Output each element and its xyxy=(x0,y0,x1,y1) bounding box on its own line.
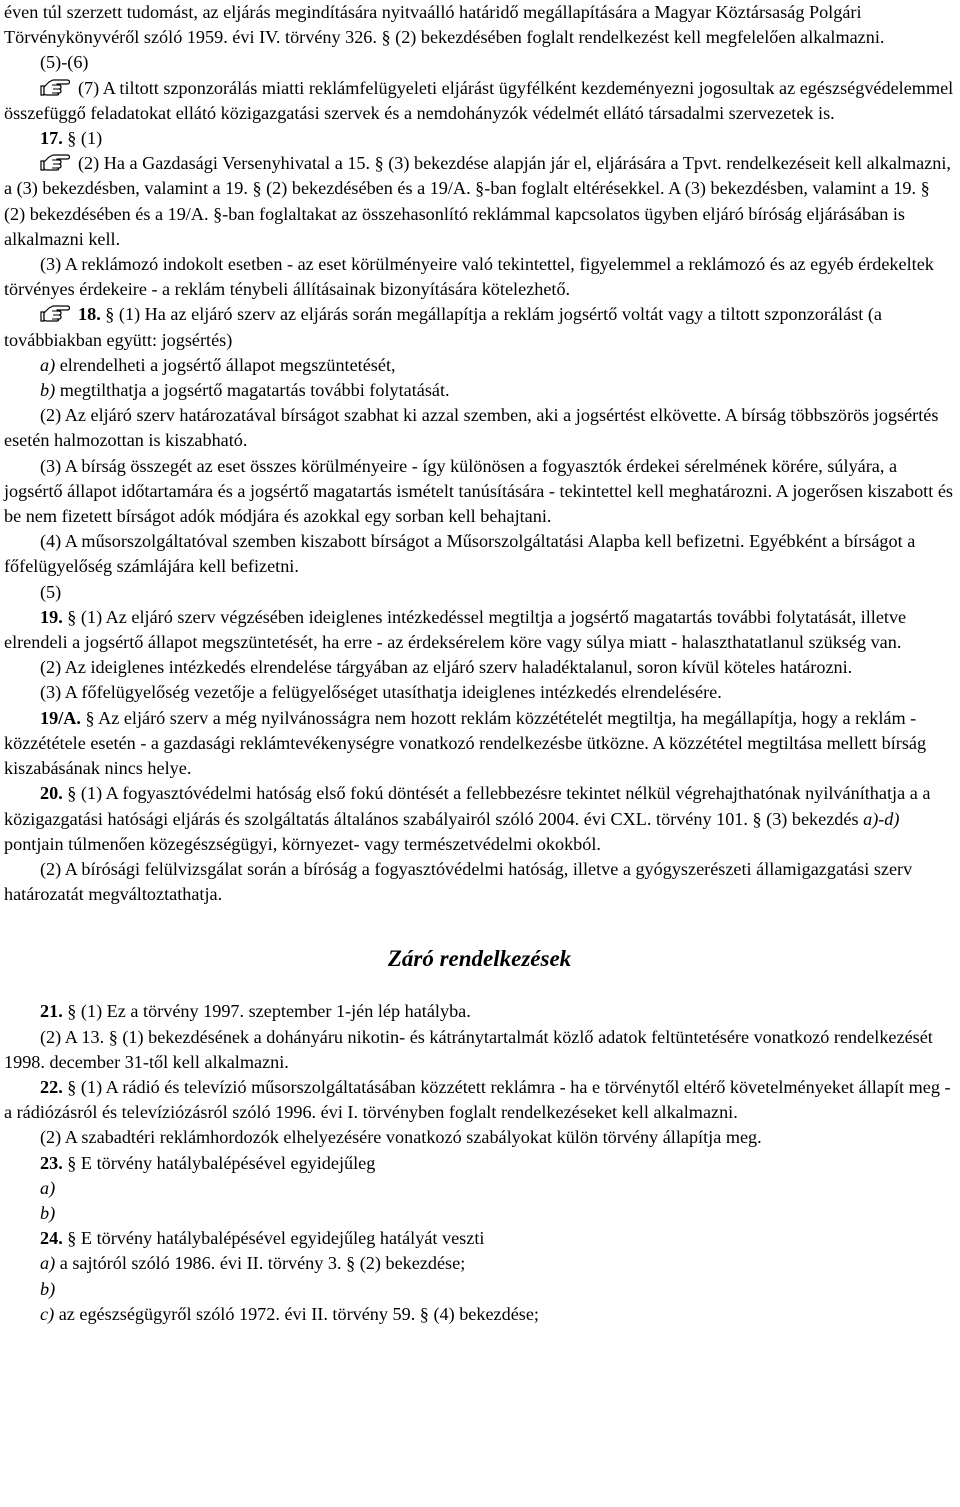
paragraph-p6 xyxy=(4,302,955,352)
italic-reference: a)-d) xyxy=(863,808,900,829)
section-number: 19. xyxy=(40,606,63,627)
paragraph-text: (3) A bírság összegét az eset összes körülményeire - így különösen a fogyasztók érdekei sérelmének körére, súlyára, a jogsértő állapot időtartamára és a jogsértő magatartás ismételt tanúsítására - tekintettel kell meghatározni. A jogerősen kiszabott és be nem fizetett bírságot adók módjára és azokkal egy sorban kell behajtani. xyxy=(4,455,953,527)
paragraph-p14 xyxy=(4,655,955,680)
paragraph-q6 xyxy=(4,1201,955,1226)
paragraph-text: § (1) xyxy=(67,128,103,149)
paragraph-text: (5) xyxy=(40,581,62,602)
list-marker: a) xyxy=(40,1253,56,1274)
paragraph-p8 xyxy=(4,378,955,403)
paragraph-text: (2) Az eljáró szerv határozatával bírságot szabhat ki azzal szemben, aki a jogsértést elkövette. A bírság többszörös jogsértés esetén halmozottan is kiszabható. xyxy=(4,405,939,451)
paragraph-p1 xyxy=(4,50,955,75)
paragraph-p10 xyxy=(4,454,955,530)
list-marker: a) xyxy=(40,1177,56,1198)
section-number: 23. xyxy=(40,1152,63,1173)
paragraph-text: (2) A 13. § (1) bekezdésének a dohányáru nikotin- és kátránytartalmát közlő adatok feltüntetésére vonatkozó rendelkezését 1998. december 31-től kell alkalmazni. xyxy=(4,1026,933,1072)
paragraph-text: (7) A tiltott szponzorálás miatti reklámfelügyeleti eljárást ügyfélként kezdeményezni jogosultak az egészségvédelemmel összefüggő feladatokat ellátó közigazgatási szervek és a nemdohányzók védelmét ellátó társadalmi szervezetek is. xyxy=(4,77,954,123)
paragraph-q2 xyxy=(4,1075,955,1125)
pointing-hand-icon[interactable] xyxy=(40,78,70,96)
paragraph-p17 xyxy=(4,781,955,857)
list-marker: a) xyxy=(40,354,56,375)
paragraph-p15 xyxy=(4,680,955,705)
paragraph-q1 xyxy=(4,1025,955,1075)
paragraph-text: (2) Ha a Gazdasági Versenyhivatal a 15. § (3) bekezdése alapján jár el, eljárására a Tpvt. rendelkezéseit kell alkalmazni, a (3) bekezdésben, valamint a 19. § (2) bekezdésében és a 19/A. §-ban foglalt eltérésekkel. A (3) bekezdésben, valamint a 19. § (2) bekezdésében és a 19/A. §-ban foglaltakat az összehasonlító reklámmal kapcsolatos ügyben eljáró bíróság eljárásában is alkalmazni kell. xyxy=(4,153,951,249)
paragraph-p11 xyxy=(4,529,955,579)
paragraph-text: (2) A bírósági felülvizsgálat során a bíróság a fogyasztóvédelmi hatóság, illetve a gyógyszerészeti államigazgatási szerv határozatát megváltoztathatja. xyxy=(4,858,913,905)
paragraph-text: § (1) Ez a törvény 1997. szeptember 1-jén lép hatályba. xyxy=(67,1001,471,1022)
document-body xyxy=(4,0,955,1327)
paragraph-text: (3) A főfelügyelőség vezetője a felügyelőséget utasíthatja ideiglenes intézkedés elrendelésére. xyxy=(40,682,722,703)
paragraph-text: (3) A reklámozó indokolt esetben - az eset körülményeire való tekintettel, figyelemmel a reklámozó és az egyéb érdekeltek törvényes érdekeire - a reklám ténybeli állításainak bizonyítására kötelezhető. xyxy=(4,254,934,300)
paragraph-text: § E törvény hatálybalépésével egyidejűleg hatályát veszti xyxy=(67,1228,485,1249)
paragraph-text: § E törvény hatálybalépésével egyidejűleg xyxy=(67,1152,376,1173)
section-number: 20. xyxy=(40,783,63,804)
paragraph-q7 xyxy=(4,1226,955,1251)
paragraph-text: § (1) A fogyasztóvédelmi hatóság első fokú döntését a fellebbezésre tekintet nélkül végrehajthatónak nyilváníthatja a a közigazgatási hatósági eljárás és szolgáltatás általános szabályairól szóló 2004. évi CXL. törvény 101. § (3) bekezdés xyxy=(4,783,931,829)
section-number: 17. xyxy=(40,128,63,149)
paragraph-q9 xyxy=(4,1277,955,1302)
paragraph-p3 xyxy=(4,126,955,151)
list-marker: b) xyxy=(40,1278,56,1299)
paragraph-p0 xyxy=(4,0,955,50)
paragraph-text: éven túl szerzett tudomást, az eljárás megindítására nyitvaálló határidő megállapítására a Magyar Köztársaság Polgári Törvénykönyvéről szóló 1959. évi IV. törvény 326. § (2) bekezdésében foglalt rendelkezést kell megfelelően alkalmazni. xyxy=(4,2,885,48)
paragraph-text: § (1) Az eljáró szerv végzésében ideiglenes intézkedéssel megtiltja a jogsértő magatartás további folytatását, illetve elrendeli a jogsértő állapot megszüntetését, ha erre - az érdeksérelem köre vagy súlya miatt - halaszthatatlanul szükség van. xyxy=(4,606,907,653)
paragraph-text: (2) A szabadtéri reklámhordozók elhelyezésére vonatkozó szabályokat külön törvény állapítja meg. xyxy=(40,1127,762,1148)
paragraph-p16 xyxy=(4,706,955,782)
paragraph-text: (4) A műsorszolgáltatóval szemben kiszabott bírságot a Műsorszolgáltatási Alapba kell befizetni. Egyébként a bírságot a főfelügyelőség számlájára kell befizetni. xyxy=(4,531,916,577)
paragraph-text: (5)-(6) xyxy=(40,52,89,73)
section-number: 19/A. xyxy=(40,707,81,728)
paragraph-text-continued: pontjain túlmenően közegészségügyi, környezet- vagy természetvédelmi okokból. xyxy=(4,833,601,854)
paragraph-q5 xyxy=(4,1176,955,1201)
pointing-hand-icon[interactable] xyxy=(40,304,70,322)
paragraph-text: elrendelheti a jogsértő állapot megszüntetését, xyxy=(59,354,396,375)
paragraph-p7 xyxy=(4,353,955,378)
paragraph-q10 xyxy=(4,1302,955,1327)
paragraph-p13 xyxy=(4,605,955,655)
paragraph-p12 xyxy=(4,580,955,605)
paragraph-text: a sajtóról szóló 1986. évi II. törvény 3. § (2) bekezdése; xyxy=(59,1253,466,1274)
paragraph-q0 xyxy=(4,999,955,1024)
paragraph-text: § (1) Ha az eljáró szerv az eljárás során megállapítja a reklám jogsértő voltát vagy a tiltott szponzorálást (a továbbiakban együtt: jogsértés) xyxy=(4,304,882,350)
paragraph-text: § Az eljáró szerv a még nyilvánosságra nem hozott reklám közzétételét megtiltja, ha megállapítja, hogy a reklám - közzététele esetén - a gazdasági reklámtevékenységre vonatkozó rendelkezésbe ütközne. A közzététel megtiltása mellett bírság kiszabásának nincs helye. xyxy=(4,707,927,779)
paragraph-q4 xyxy=(4,1151,955,1176)
paragraph-p5 xyxy=(4,252,955,302)
list-marker: b) xyxy=(40,380,56,401)
paragraph-text: megtilthatja a jogsértő magatartás további folytatását. xyxy=(59,380,450,401)
list-marker: c) xyxy=(40,1303,55,1324)
list-marker: b) xyxy=(40,1202,56,1223)
section-number: 24. xyxy=(40,1228,63,1249)
paragraph-q8 xyxy=(4,1251,955,1276)
paragraph-p18 xyxy=(4,857,955,907)
paragraph-text: az egészségügyről szóló 1972. évi II. törvény 59. § (4) bekezdése; xyxy=(58,1303,539,1324)
paragraph-p2 xyxy=(4,76,955,126)
section-number: 21. xyxy=(40,1001,63,1022)
paragraph-text: (2) Az ideiglenes intézkedés elrendelése tárgyában az eljáró szerv haladéktalanul, soron kívül köteles határozni. xyxy=(40,657,853,678)
paragraph-p4 xyxy=(4,151,955,252)
paragraph-q3 xyxy=(4,1125,955,1150)
section-title: Záró rendelkezések xyxy=(387,946,572,972)
paragraph-text: § (1) A rádió és televízió műsorszolgáltatásában közzétett reklámra - ha e törvénytől eltérő követelményeket állapít meg - a rádiózásról és televíziózásról szóló 1996. évi I. törvényben foglalt rendelkezéseket kell alkalmazni. xyxy=(4,1076,951,1123)
section-number: 18. xyxy=(78,304,101,325)
paragraph-p9 xyxy=(4,403,955,453)
section-number: 22. xyxy=(40,1076,63,1097)
pointing-hand-icon[interactable] xyxy=(40,153,70,171)
